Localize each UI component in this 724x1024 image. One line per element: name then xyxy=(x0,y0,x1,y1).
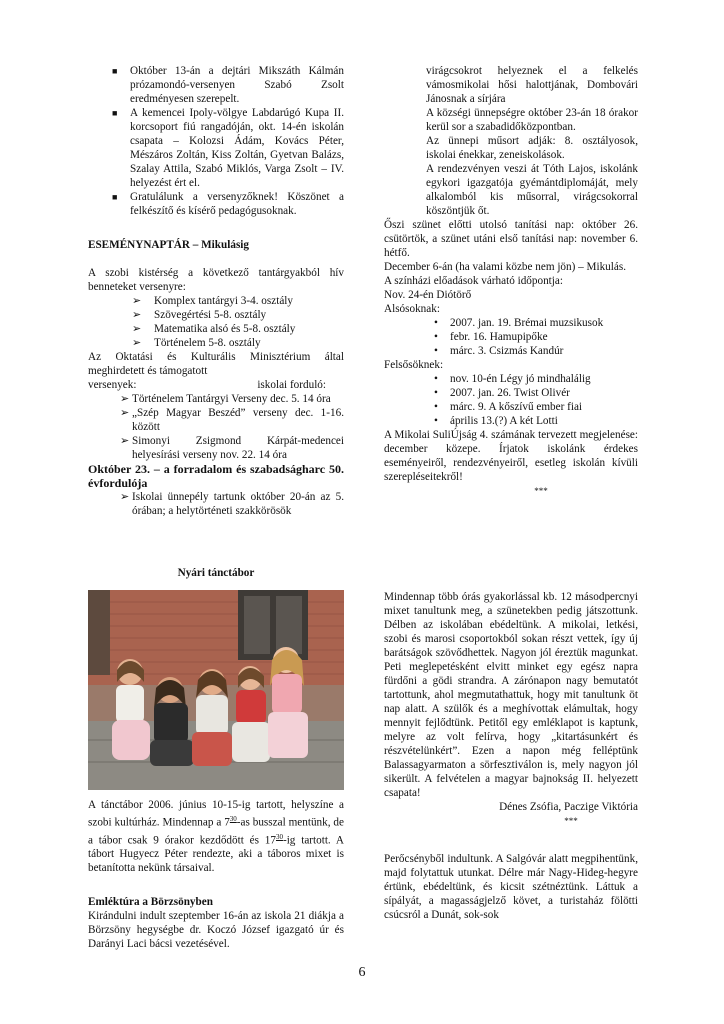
list-item: ■ Október 13-án a dejtári Mikszáth Kálmán prózamondó-versenyen Szabó Zsolt eredményesen szerepelt. xyxy=(112,65,344,105)
list-item: • febr. 16. Hamupipőke xyxy=(434,331,548,343)
right-column-bottom xyxy=(384,590,638,922)
bullet-icon: • xyxy=(434,415,438,427)
paragraph: Őszi szünet előtti utolsó tanítási nap: október 26. csütörtök, a szünet utáni első tanítási nap: november 6. hétfő. xyxy=(384,219,638,259)
left-column-bottom xyxy=(88,798,344,951)
arrow-bullet-icon: ➢ xyxy=(132,295,142,307)
paragraph: Az Oktatási és Kulturális Minisztérium által meghirdetett és támogatott xyxy=(88,351,344,377)
bullet-icon: • xyxy=(434,387,438,399)
list-item: • nov. 10-én Légy jó mindhalálig xyxy=(434,373,591,385)
article-title: Emléktúra a Börzsönyben xyxy=(88,896,213,909)
list-item: ➢ „Szép Magyar Beszéd” verseny dec. 1-16. között xyxy=(120,407,344,433)
paragraph: December 6-án (ha valami közbe nem jön) – Mikulás. xyxy=(384,261,627,273)
list-item: • 2007. jan. 26. Twist Olivér xyxy=(434,387,570,399)
bullet-icon: ■ xyxy=(112,66,118,76)
left-column-top xyxy=(88,64,344,518)
paragraph: Az ünnepi műsort adják: 8. osztályosok, iskolai énekkar, zeneiskolások. xyxy=(426,135,638,161)
paragraph: A szobi kistérség a következő tantárgyakból hív benneteket versenyre: xyxy=(88,267,344,293)
bullet-icon: • xyxy=(434,331,438,343)
arrow-bullet-icon: ➢ xyxy=(132,337,142,349)
bullet-icon: • xyxy=(434,401,438,413)
paragraph: Felsősöknek: xyxy=(384,359,444,371)
list-item: ■ A kemencei Ipoly-völgye Labdarúgó Kupa II. korcsoport fiú rangadóján, okt. 14-én iskolán csapata – Kolozsi Ádám, Kovács Péter, Mészáros Zoltán, Kiss Zoltán, Gyetvan Balázs, Szalay Attila, Szabó Miklós, Varga Zsolt – IV. helyezést ért el. xyxy=(112,107,344,189)
paragraph: A községi ünnepségre október 23-án 18 órakor kerül sor a szabadidőközpontban. xyxy=(426,107,638,133)
right-column-top xyxy=(384,64,638,498)
list-item: ➢ Matematika alsó és 5-8. osztály xyxy=(132,323,296,335)
list-item: ➢ Történelem Tantárgyi Verseny dec. 5. 14 óra xyxy=(120,393,331,405)
list-item: • 2007. jan. 19. Brémai muzsikusok xyxy=(434,317,604,329)
article-title: Nyári tánctábor xyxy=(177,567,255,579)
paragraph: A színházi előadások várható időpontja: xyxy=(384,275,563,287)
bullet-icon: • xyxy=(434,317,438,329)
paragraph: Kirándulni indult szeptember 16-án az iskola 21 diákja a Börzsöny hegységbe dr. Koczó József igazgató úr és Darányi Laci bácsi vezetésével. xyxy=(88,910,344,951)
arrow-bullet-icon: ➢ xyxy=(120,491,130,503)
arrow-bullet-icon: ➢ xyxy=(120,407,130,419)
section-heading: Október 23. – a forradalom és szabadságharc 50. évfordulója xyxy=(88,462,344,490)
arrow-bullet-icon: ➢ xyxy=(120,435,130,447)
arrow-bullet-icon: ➢ xyxy=(132,323,142,335)
list-item: • április 13.(?) A két Lotti xyxy=(434,415,558,427)
arrow-bullet-icon: ➢ xyxy=(120,393,130,405)
arrow-bullet-icon: ➢ xyxy=(132,309,142,321)
list-item: ➢ Simonyi Zsigmond Kárpát-medencei helyesírási verseny nov. 22. 14 óra xyxy=(120,435,344,461)
separator-stars: *** xyxy=(534,486,548,496)
list-item: ➢ Iskolai ünnepély tartunk október 20-án az 5. órában; a helytörténeti szakkörösök xyxy=(120,491,344,517)
paragraph: Perőcsényből indultunk. A Salgóvár alatt megpihentünk, majd folytattuk utunkat. Délre már Nagy-Hideg-hegyre értünk, ebédeltünk, és kicsit szétnéztünk. Láttuk a sípályát, a magasságjelző követ, a turistaház fölötti csúcsról a Dunát, sok-sok xyxy=(384,853,638,921)
list-item: • márc. 9. A kőszívű ember fiai xyxy=(434,401,583,413)
paragraph: A tánctábor 2006. június 10-15-ig tartott, helyszíne a szobi kultúrház. Mindennap a $7^{30}-as$ busszal mentünk, de a tábor csak 9 órakor kezdődött és $17^{30}-ig$ tartott. A tábort Hugyecz Péter rendezte, aki a táboros mixet is betanította nekünk társaival. xyxy=(88,799,345,875)
paragraph: A rendezvényen veszi át Tóth Lajos, iskolánk egykori igazgatója gyémántdiplomáját, mely alkalomból kis műsorral, virágcsokorral köszöntjük őt. xyxy=(426,163,638,217)
paragraph: virágcsokrot helyeznek el a felkelés vámosmikolai hősi halottjának, Dombovári Jánosnak a sírjára xyxy=(426,65,638,105)
bullet-icon: • xyxy=(434,345,438,357)
separator-stars: *** xyxy=(564,816,578,826)
list-item: • márc. 3. Csizmás Kandúr xyxy=(434,345,564,357)
paragraph: Mindennap több órás gyakorlással kb. 12 másodpercnyi mixet tanultunk meg, a szünetekben pedig játszottunk. Délben az iskolában ebédeltünk. A mikolai, letkési, szobi és marosi csoportokból sokan részt vettek, így új barátságok szövődhettek. Nagyon jól éreztük magunkat. Peti meglepetésként elvitt minket egy egész napra fürdőni a gödi strandra. A zárónapon nagy bemutatót tartottunk, ahol megmutathattuk, hogy mit tanultunk öt nap alatt. A szülők és a meghívottak elámultak, hogy mennyit fejlődtünk. Petitől egy emléklapot is kaptunk, melyre az volt felírva, hogy „kitartásunkért és részvételünkért”. Ezen a napon még felléptünk Balassagyarmaton a sörfesztiválon is, mely nagyon jól sikerült. A felvételen a magyar bajnokság II. helyezett csapata! xyxy=(384,591,638,799)
list-item: ■ Gratulálunk a versenyzőknek! Köszönet a felkészítő és kísérő pedagógusoknak. xyxy=(112,191,344,217)
list-item: ➢ Szövegértési 5-8. osztály xyxy=(132,309,267,321)
paragraph: Alsósoknak: xyxy=(384,303,440,315)
list-item: ➢ Komplex tantárgyi 3-4. osztály xyxy=(132,295,293,307)
bullet-icon: ■ xyxy=(112,192,118,202)
bullet-icon: ■ xyxy=(112,108,118,118)
paragraph: A Mikolai SuliÚjság 4. számának tervezett megjelenése: december közepe. Írjatok iskolánk érdekes eseményeiről, rendezvényeiről, esetleg iskolán kívüli szerepléseitekről! xyxy=(384,429,638,483)
list-item: ➢ Történelem 5-8. osztály xyxy=(132,337,261,349)
paragraph: versenyek: iskolai forduló: xyxy=(88,379,326,391)
bullet-icon: • xyxy=(434,373,438,385)
group-photo xyxy=(88,590,344,790)
section-heading: ESEMÉNYNAPTÁR – Mikulásig xyxy=(88,239,249,251)
page-number: 6 xyxy=(358,965,366,980)
paragraph: Nov. 24-én Diótörő xyxy=(384,289,472,301)
author-line: Dénes Zsófia, Paczige Viktória xyxy=(499,801,638,813)
